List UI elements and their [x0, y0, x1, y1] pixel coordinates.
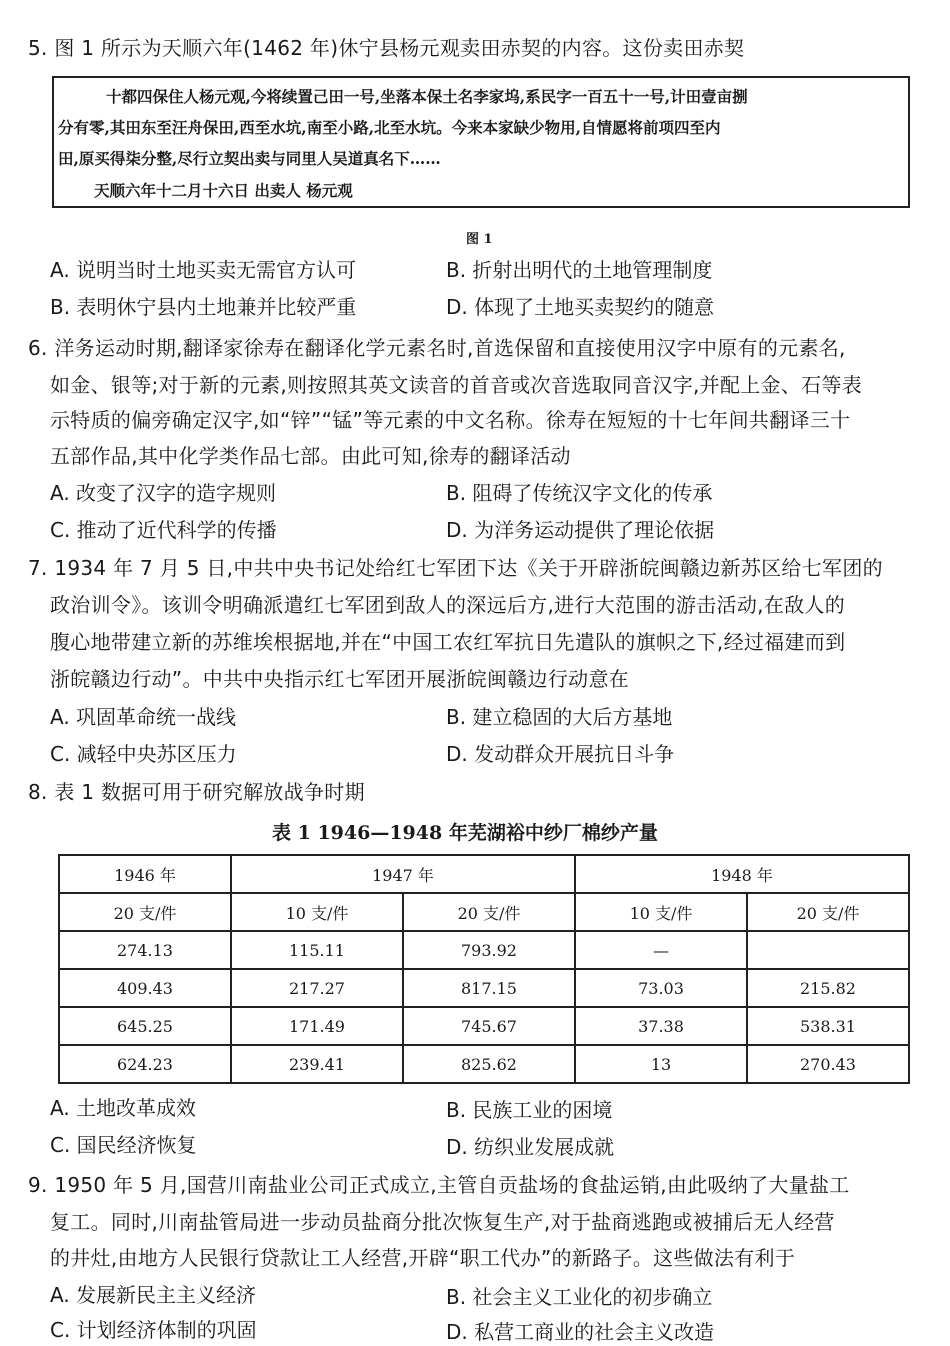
table-cell: 745.67: [403, 1007, 575, 1045]
table-cell: 13: [575, 1045, 747, 1083]
q7-stem-line: 政治训令》。该训令明确派遣红七军团到敌人的深远后方,进行大范围的游击活动,在敌人的: [50, 593, 846, 617]
table-row: [59, 969, 909, 1007]
q6-stem-line: 6. 洋务运动时期,翻译家徐寿在翻译化学元素名时,首选保留和直接使用汉字中原有的元素名,: [28, 336, 846, 360]
header-year-1947: 1947 年: [231, 855, 575, 893]
q8-stem: 8. 表 1 数据可用于研究解放战争时期: [28, 780, 365, 804]
deed-line: 田,原买得柒分整,尽行立契出卖与同里人吴道真名下……: [58, 149, 441, 168]
table-cell: 73.03: [575, 969, 747, 1007]
q7-option-d[interactable]: D. 发动群众开展抗日斗争: [446, 742, 675, 766]
q9-option-c[interactable]: C. 计划经济体制的巩固: [50, 1318, 257, 1342]
q5-option-d[interactable]: D. 体现了土地买卖契约的随意: [446, 295, 715, 319]
q9-stem-line: 的井灶,由地方人民银行贷款让工人经营,开辟“职工代办”的新路子。这些做法有利于: [50, 1246, 796, 1270]
q9-stem-line: 复工。同时,川南盐管局进一步动员盐商分批次恢复生产,对于盐商逃跑或被捕后无人经营: [50, 1210, 835, 1234]
q5-stem: 5. 图 1 所示为天顺六年(1462 年)休宁县杨元观卖田赤契的内容。这份卖田赤契: [28, 36, 745, 60]
table-cell: 274.13: [59, 931, 231, 969]
header-unit: 10 支/件: [231, 893, 403, 931]
q6-option-b[interactable]: B. 阻碍了传统汉字文化的传承: [446, 481, 713, 505]
q9-stem-line: 9. 1950 年 5 月,国营川南盐业公司正式成立,主管自贡盐场的食盐运销,由此吸纳了大量盐工: [28, 1173, 850, 1197]
table-cell: 793.92: [403, 931, 575, 969]
table-cell: 270.43: [747, 1045, 909, 1083]
q5-option-a[interactable]: A. 说明当时土地买卖无需官方认可: [50, 258, 357, 282]
table-title: 表 1 1946—1948 年芜湖裕中纱厂棉纱产量: [272, 822, 658, 844]
q8-option-d[interactable]: D. 纺织业发展成就: [446, 1135, 615, 1159]
deed-line: 分有零,其田东至汪舟保田,西至水坑,南至小路,北至水坑。今来本家缺少物用,自情愿将前项四至内: [58, 118, 721, 137]
q8-option-a[interactable]: A. 土地改革成效: [50, 1096, 197, 1120]
deed-box: [52, 76, 910, 208]
q7-option-b[interactable]: B. 建立稳固的大后方基地: [446, 705, 673, 729]
header-unit: 20 支/件: [59, 893, 231, 931]
deed-signature-line: 天顺六年十二月十六日 出卖人 杨元观: [94, 181, 353, 200]
q8-option-b[interactable]: B. 民族工业的困境: [446, 1098, 613, 1122]
q5-option-c[interactable]: B. 表明休宁县内土地兼并比较严重: [50, 295, 357, 319]
table-cell: 115.11: [231, 931, 403, 969]
figure-caption: 图 1: [466, 232, 493, 247]
q8-option-c[interactable]: C. 国民经济恢复: [50, 1133, 197, 1157]
header-unit: 10 支/件: [575, 893, 747, 931]
table-cell: 37.38: [575, 1007, 747, 1045]
q6-option-c[interactable]: C. 推动了近代科学的传播: [50, 518, 277, 542]
table-cell: 538.31: [747, 1007, 909, 1045]
table-cell: 825.62: [403, 1045, 575, 1083]
q5-option-b[interactable]: B. 折射出明代的土地管理制度: [446, 258, 713, 282]
q7-option-a[interactable]: A. 巩固革命统一战线: [50, 705, 237, 729]
table-cell: 645.25: [59, 1007, 231, 1045]
table-row: [59, 931, 909, 969]
table-cell: 409.43: [59, 969, 231, 1007]
header-unit: 20 支/件: [403, 893, 575, 931]
table-cell: 215.82: [747, 969, 909, 1007]
q6-stem-line: 如金、银等;对于新的元素,则按照其英文读音的首音或次音选取同音汉字,并配上金、石等表: [50, 373, 863, 397]
deed-line: 十都四保住人杨元观,今将续置己田一号,坐落本保土名李家坞,系民字一百五十一号,计田壹亩捌: [106, 87, 748, 106]
table-cell: [747, 931, 909, 969]
table-cell: 217.27: [231, 969, 403, 1007]
table-cell: 624.23: [59, 1045, 231, 1083]
q6-stem-line: 示特质的偏旁确定汉字,如“锌”“锰”等元素的中文名称。徐寿在短短的十七年间共翻译三十: [50, 408, 851, 432]
q7-option-c[interactable]: C. 减轻中央苏区压力: [50, 742, 237, 766]
yarn-output-table: [58, 854, 910, 1084]
q7-stem-line: 腹心地带建立新的苏维埃根据地,并在“中国工农红军抗日先遣队的旗帜之下,经过福建而到: [50, 630, 846, 654]
table-cell: 239.41: [231, 1045, 403, 1083]
q6-option-d[interactable]: D. 为洋务运动提供了理论依据: [446, 518, 715, 542]
q6-option-a[interactable]: A. 改变了汉字的造字规则: [50, 481, 277, 505]
q6-stem-line: 五部作品,其中化学类作品七部。由此可知,徐寿的翻译活动: [50, 444, 571, 468]
header-year-1946: 1946 年: [59, 855, 231, 893]
table-row: [59, 1045, 909, 1083]
q9-option-d[interactable]: D. 私营工商业的社会主义改造: [446, 1320, 715, 1344]
q7-stem-line: 7. 1934 年 7 月 5 日,中共中央书记处给红七军团下达《关于开辟浙皖闽赣边新苏区给七军团的: [28, 556, 883, 580]
q9-option-b[interactable]: B. 社会主义工业化的初步确立: [446, 1285, 713, 1309]
q7-stem-line: 浙皖赣边行动”。中共中央指示红七军团开展浙皖闽赣边行动意在: [50, 667, 630, 691]
table-cell: 817.15: [403, 969, 575, 1007]
table-cell: 171.49: [231, 1007, 403, 1045]
header-unit: 20 支/件: [747, 893, 909, 931]
q9-option-a[interactable]: A. 发展新民主主义经济: [50, 1283, 257, 1307]
table-row: [59, 1007, 909, 1045]
header-year-1948: 1948 年: [575, 855, 909, 893]
table-cell: —: [575, 931, 747, 969]
